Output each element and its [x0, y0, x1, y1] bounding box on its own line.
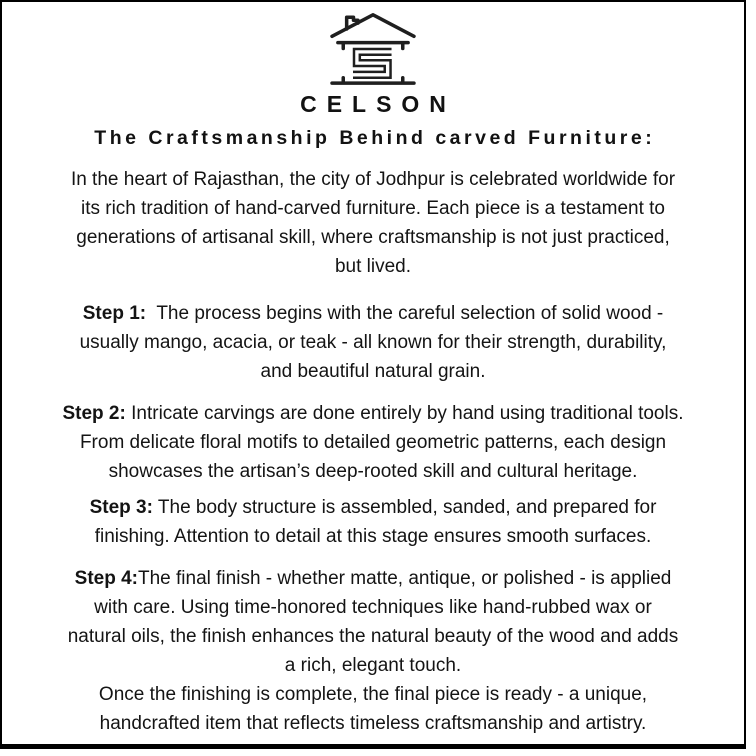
text-line: showcases the artisan’s deep-rooted skill and cultural heritage.	[108, 461, 638, 482]
closing-paragraph	[22, 680, 724, 738]
text-line: its rich tradition of hand-carved furniture. Each piece is a testament to	[80, 198, 666, 219]
brand-name: CELSON	[300, 91, 456, 117]
step-2-paragraph	[22, 399, 724, 486]
step-1-paragraph	[22, 299, 724, 386]
text-line-part: Intricate carvings are done entirely by hand using traditional tools.	[131, 403, 684, 424]
text-line-part: The body structure is assembled, sanded, and prepared for	[157, 497, 657, 518]
step-4-paragraph	[22, 564, 724, 680]
text-line: finishing. Attention to detail at this stage ensures smooth surfaces.	[94, 526, 652, 547]
text-line-part: The process begins with the careful selection of solid wood -	[156, 303, 664, 324]
intro-paragraph	[22, 165, 724, 281]
step-3-label: Step 3:	[89, 497, 153, 518]
text-line: handcrafted item that reflects timeless craftsmanship and artistry.	[99, 713, 647, 734]
text-line	[22, 564, 724, 593]
text-line: a rich, elegant touch.	[284, 655, 462, 676]
text-line: From delicate floral motifs to detailed geometric patterns, each design	[79, 432, 667, 453]
text-line-part: The final finish - whether matte, antique, or polished - is applied	[138, 568, 672, 589]
text-line: and beautiful natural grain.	[260, 361, 486, 382]
eave-line	[338, 43, 408, 49]
step-1-label: Step 1:	[82, 303, 152, 324]
text-line	[22, 493, 724, 522]
body-text	[2, 165, 744, 738]
house-s-logo-icon	[312, 8, 434, 88]
text-line	[22, 399, 724, 428]
page-title: The Craftsmanship Behind carved Furniture:	[94, 127, 656, 149]
text-line: usually mango, acacia, or teak - all known for their strength, durability,	[79, 332, 667, 353]
text-line: Once the finishing is complete, the final piece is ready - a unique,	[98, 684, 648, 705]
text-line: but lived.	[334, 256, 412, 277]
brand-logo	[2, 8, 744, 88]
text-line	[22, 299, 724, 328]
step-3-paragraph	[22, 493, 724, 551]
text-line: generations of artisanal skill, where craftsmanship is not just practiced,	[76, 227, 670, 248]
step-2-label: Step 2:	[62, 403, 126, 424]
roof-outline	[332, 15, 414, 36]
text-line: with care. Using time-honored techniques like hand-rubbed wax or	[94, 597, 652, 618]
step-4-label: Step 4:	[74, 568, 138, 589]
text-line: In the heart of Rajasthan, the city of Jodhpur is celebrated worldwide for	[70, 169, 676, 190]
text-line: natural oils, the finish enhances the natural beauty of the wood and adds	[67, 626, 679, 647]
